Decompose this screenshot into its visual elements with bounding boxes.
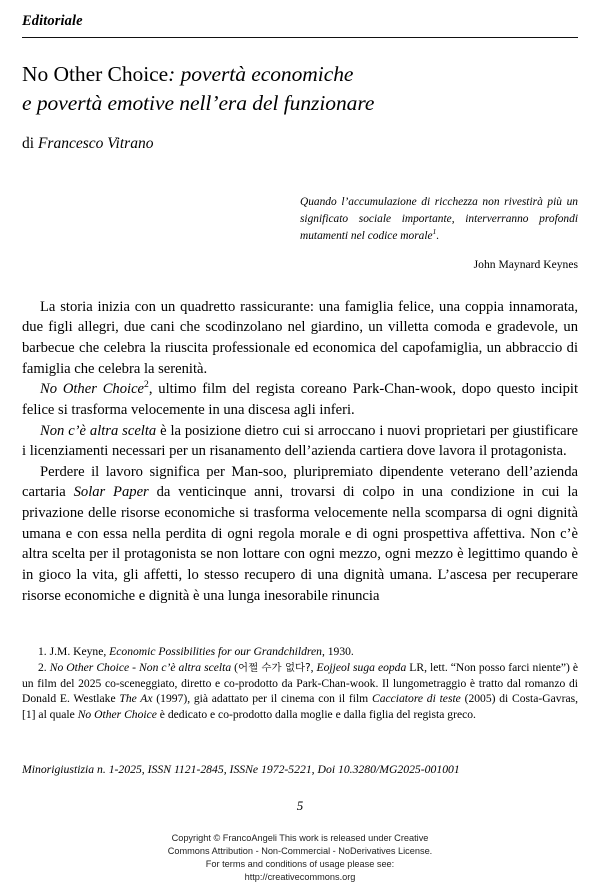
footnote-2-plain-6: è dedicato e co-prodotto dalla moglie e dalla figlia del regista greco. — [156, 707, 476, 721]
footnote-2-plain-1: ( — [231, 660, 239, 674]
byline-author: Francesco Vitrano — [37, 135, 154, 153]
journal-citation-line: Minorigiustizia n. 1-2025, ISSN 1121-2845, ISSNe 1972-5221, Doi 10.3280/MG2025-001001 — [22, 763, 460, 776]
footnote-2-italic-5: No Other Choice — [77, 707, 157, 721]
footnote-2 — [22, 660, 578, 723]
footnote-2-italic-1: No Other Choice - Non c’è altra scelta — [49, 660, 232, 674]
epigraph-quote — [300, 194, 578, 246]
paragraph-4-text-part1: Perdere il lavoro significa per Man-soo, pluripremiato dipendente veterano dell’azienda cartaria — [22, 463, 578, 501]
footnote-2-number: 2. — [38, 660, 50, 674]
page-title — [22, 60, 578, 117]
paragraph-3-text: è la posizione dietro cui si arroccano i nuovi proprietari per giustificare i licenziamenti necessari per un risanamento dell’azienda cartiera dove lavora il protagonista. — [22, 422, 579, 460]
footnote-2-plain-3: LR, lett. “Non posso farci niente”) è un film del 2025 co-sceneggiato, diretto e co-prodotto da Park-Chan-wook. Il lungometraggio è tratto dal romanzo di Donald E. Westlake — [22, 660, 579, 706]
copyright-line-1: Copyright © FrancoAngeli This work is released under Creative — [171, 833, 429, 843]
body-paragraph-1 — [22, 297, 578, 380]
copyright-url: http://creativecommons.org — [244, 872, 356, 883]
footnote-2-korean-title: 어쩔 수가 없다? — [238, 661, 311, 674]
footnote-1-tail: , 1930. — [321, 645, 354, 658]
epigraph-block — [300, 194, 578, 271]
footnote-1 — [22, 644, 578, 660]
body-paragraph-2 — [22, 379, 578, 420]
paragraph-4-text-part2: da venticinque anni, trovarsi di colpo in una condizione in cui la privazione delle risorse economiche si trasforma velocemente nella scomparsa di ogni dignità umana e con essa nella perdita di ogni regola morale e di ogni prospettiva affettiva. Non c’è altra scelta per il protagonista se non lottare con ogni mezzo, ogni mezzo è legittimo quando è in gioco la vita, gli affetti, lo stesso recupero di una dignità umana. L’ascesa per recuperare risorse economiche e dignità è una lunga inesorabile rinuncia — [22, 484, 578, 604]
footnote-2-italic-2: Eojjeol suga eopda — [316, 660, 407, 674]
paragraph-2-footnote-marker: 2 — [144, 379, 149, 391]
epigraph-attribution: John Maynard Keynes — [473, 257, 578, 271]
paragraph-4-italic-mid: Solar Paper — [73, 484, 149, 501]
copyright-line-3: For terms and conditions of usage please see: — [205, 859, 395, 870]
epigraph-quote-end: . — [436, 230, 440, 243]
body-text — [22, 297, 578, 607]
copyright-line-2: Commons Attribution - Non-Commercial - NoDerivatives License. — [167, 846, 433, 857]
footnote-2-italic-3: The Ax — [119, 692, 153, 706]
footnote-1-title: Economic Possibilities for our Grandchildren — [109, 645, 322, 658]
footnote-2-italic-4: Cacciatore di teste — [371, 692, 461, 706]
paragraph-2-italic-lead: No Other Choice — [40, 381, 145, 398]
epigraph-footnote-marker: 1 — [432, 227, 437, 237]
running-head — [22, 0, 578, 38]
body-paragraph-4 — [22, 462, 578, 606]
header-divider — [22, 37, 578, 38]
paragraph-3-italic-lead: Non c’è altra scelta — [40, 422, 157, 439]
copyright-footer — [0, 832, 600, 884]
footnote-2-plain-4: (1997), già adattato per il cinema con il film — [152, 692, 372, 706]
title-roman-part: No Other Choice — [22, 61, 169, 86]
footnote-2-plain-5: (2005) di Costa-Gavras, [1] al quale — [22, 692, 579, 721]
paragraph-2-text: , ultimo film del regista coreano Park-Chan-wook, dopo questo incipit felice si trasforma velocemente in una discesa agli inferi. — [22, 381, 578, 418]
footnote-1-author: J.M. Keyne, — [49, 645, 110, 658]
footnote-2-plain-2: , — [310, 660, 317, 674]
paragraph-1-text: La storia inizia con un quadretto rassicurante: una famiglia felice, una coppia innamorata, due figli allegri, due cani che scodinzolano nel giardino, un villetta comoda e gradevole, un barbecue che celebra la riuscita professionale ed economica del capofamiglia, un abbraccio di famiglia che celebra la serenità. — [22, 298, 578, 377]
footnote-1-number: 1. — [38, 645, 50, 658]
title-block — [22, 60, 578, 154]
body-paragraph-3 — [22, 421, 578, 462]
page-number: 5 — [296, 798, 304, 813]
running-head-label: Editoriale — [22, 13, 83, 29]
title-italic-part-1: : povertà economiche — [168, 61, 354, 86]
footnotes-block — [22, 644, 578, 722]
epigraph-quote-text: Quando l’accumulazione di ricchezza non rivestirà più un significato sociale importante, interverranno profondi mutamenti nel codice morale — [300, 195, 578, 243]
byline — [22, 135, 578, 154]
title-italic-part-2: e povertà emotive nell’era del funzionare — [22, 90, 375, 115]
byline-prefix: di — [22, 135, 35, 153]
